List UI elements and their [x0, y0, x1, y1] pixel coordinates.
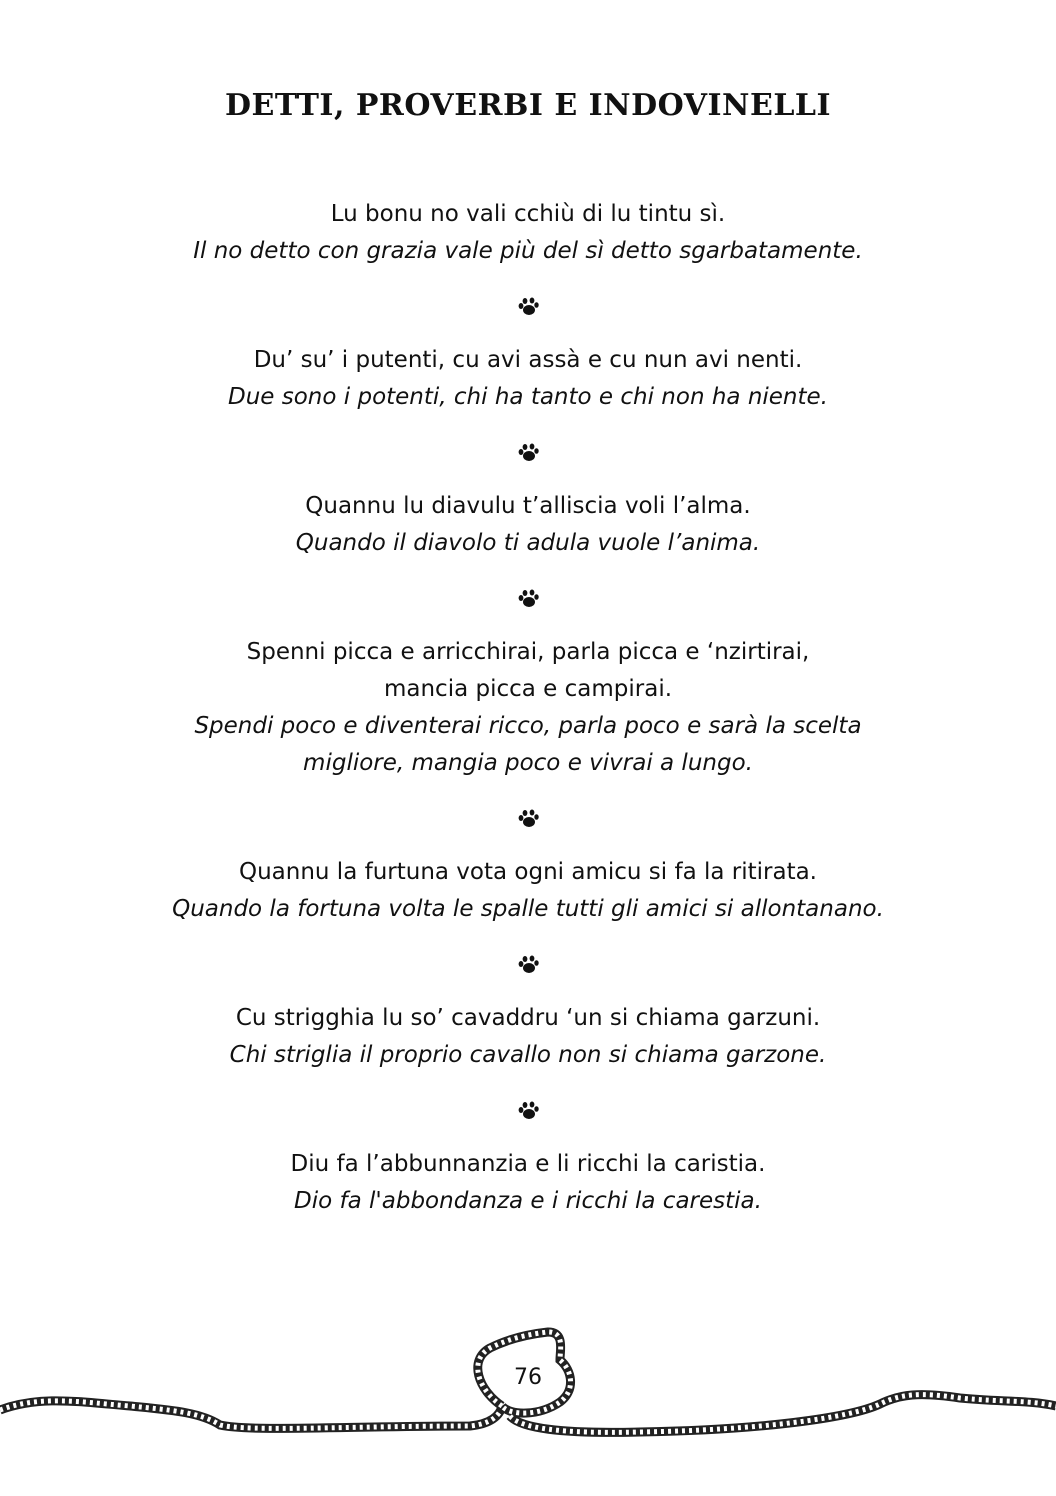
saying-italian-line: Spendi poco e diventerai ricco, parla poco e sarà la scelta	[194, 713, 862, 739]
separator	[100, 801, 956, 837]
separator	[100, 435, 956, 471]
saying-6	[100, 1000, 956, 1074]
saying-italian-line: Chi striglia il proprio cavallo non si chiama garzone.	[229, 1042, 827, 1068]
saying-dialect-line: Quannu lu diavulu t’alliscia voli l’alma.	[305, 493, 751, 519]
saying-5	[100, 854, 956, 928]
saying-2	[100, 342, 956, 416]
saying-italian-line: Il no detto con grazia vale più del sì detto sgarbatamente.	[193, 238, 863, 264]
separator	[100, 947, 956, 983]
saying-7	[100, 1146, 956, 1220]
saying-dialect-line: Quannu la furtuna vota ogni amicu si fa la ritirata.	[238, 859, 817, 885]
saying-dialect-line: Diu fa l’abbunnanzia e li ricchi la caristia.	[290, 1151, 766, 1177]
paw-print-icon	[517, 589, 539, 609]
saying-dialect-line: Lu bonu no vali cchiù di lu tintu sì.	[330, 201, 726, 227]
saying-italian-line: Dio fa l'abbondanza e i ricchi la carestia.	[294, 1188, 762, 1214]
paw-print-icon	[517, 809, 539, 829]
saying-italian-line: migliore, mangia poco e vivrai a lungo.	[303, 750, 753, 776]
saying-italian-line: Quando il diavolo ti adula vuole l’anima.	[295, 530, 761, 556]
sayings-list	[100, 196, 956, 1220]
saying-3	[100, 488, 956, 562]
saying-dialect-line: Cu strigghia lu so’ cavaddru ‘un si chiama garzuni.	[235, 1005, 821, 1031]
saying-1	[100, 196, 956, 270]
saying-dialect-line: mancia picca e campirai.	[383, 676, 673, 702]
saying-italian-line: Quando la fortuna volta le spalle tutti gli amici si allontanano.	[172, 896, 884, 922]
separator	[100, 1093, 956, 1129]
rope-icon	[0, 1320, 1056, 1496]
separator	[100, 289, 956, 325]
separator	[100, 581, 956, 617]
paw-print-icon	[517, 1101, 539, 1121]
paw-print-icon	[517, 955, 539, 975]
page-number: 76	[514, 1365, 542, 1390]
saying-dialect-line: Spenni picca e arricchirai, parla picca e ‘nzirtirai,	[246, 639, 810, 665]
rope-border-decoration	[0, 1320, 1056, 1496]
page-title: DETTI, PROVERBI E INDOVINELLI	[224, 88, 832, 123]
saying-dialect-line: Du’ su’ i putenti, cu avi assà e cu nun avi nenti.	[253, 347, 803, 373]
saying-italian-line: Due sono i potenti, chi ha tanto e chi non ha niente.	[228, 384, 828, 410]
saying-4	[100, 634, 956, 782]
paw-print-icon	[517, 443, 539, 463]
paw-print-icon	[517, 297, 539, 317]
